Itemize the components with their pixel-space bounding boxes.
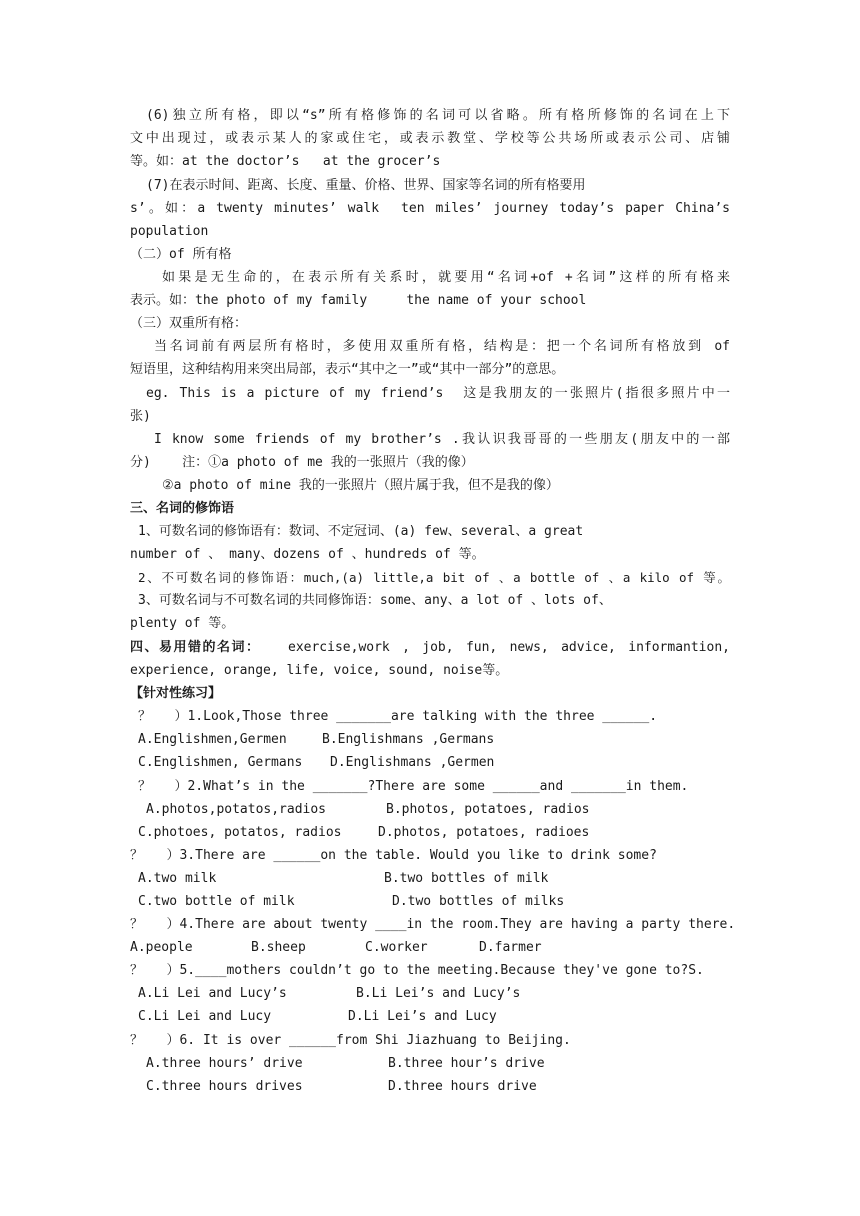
question-5-option-c: C.Li Lei and Lucy (138, 1009, 272, 1024)
example-2-line-2: 分) 注：①a photo of me 我的一张照片（我的像） (130, 455, 474, 470)
question-6-option-b: B.three hour’s drive (388, 1056, 545, 1071)
paragraph-7-line-1: (7)在表示时间、距离、长度、重量、价格、世界、国家等名词的所有格要用 (146, 178, 586, 193)
question-1-option-d: D.Englishmans ,Germen (330, 755, 495, 770)
question-6-option-a: A.three hours’ drive (146, 1056, 303, 1071)
paragraph-7-line-2: s’。如：a twenty minutes’ walk ten miles’ journey today’s paper China’s (130, 201, 730, 216)
double-possessive-line-1: 当名词前有两层所有格时，多使用双重所有格，结构是：把一个名词所有格放到 of (154, 339, 730, 354)
question-3: ？ ）3.There are ______on the table. Would you like to drink some? (130, 848, 657, 863)
question-2-option-b: B.photos, potatoes, radios (386, 802, 590, 817)
modifiers-item-2: 2、不可数名词的修饰语：much,(a) little,a bit of 、a bottle of 、a kilo of 等。 (138, 570, 730, 585)
question-3-option-b: B.two bottles of milk (384, 871, 549, 886)
question-1-option-c: C.Englishmen, Germans (138, 755, 303, 770)
question-4-option-a: A.people (130, 940, 193, 955)
double-possessive-line-2: 短语里，这种结构用来突出局部，表示“其中之一”或“其中一部分”的意思。 (130, 362, 565, 377)
question-4-option-b: B.sheep (251, 940, 306, 955)
modifiers-heading: 三、名词的修饰语 (130, 501, 235, 516)
paragraph-6-line-2: 文中出现过，或表示某人的家或住宅，或表示教堂、学校等公共场所或表示公司、店铺 (130, 131, 730, 146)
modifiers-item-3-line-2: plenty of 等。 (130, 616, 235, 631)
question-6-option-c: C.three hours drives (146, 1079, 303, 1094)
question-6-option-d: D.three hours drive (388, 1079, 537, 1094)
question-3-option-a: A.two milk (138, 871, 217, 886)
question-1-option-a: A.Englishmen,Germen (138, 732, 287, 747)
question-4-option-c: C.worker (365, 940, 428, 955)
of-possessive-line-2: 表示。如：the photo of my family the name of your school (130, 293, 587, 308)
question-2-option-d: D.photos, potatoes, radioes (378, 825, 590, 840)
example-1-line-2: 张) (130, 409, 151, 424)
modifiers-item-1-line-2: number of 、 many、dozens of 、hundreds of 等。 (130, 547, 485, 562)
question-3-option-c: C.two bottle of milk (138, 894, 295, 909)
modifiers-item-1-line-1: 1、可数名词的修饰语有：数词、不定冠词、(a) few、several、a great (138, 524, 584, 539)
of-possessive-heading: （二）of 所有格 (130, 247, 232, 262)
of-possessive-line-1: 如果是无生命的，在表示所有关系时，就要用“名词+of +名词”这样的所有格来 (162, 270, 730, 285)
practice-heading: 【针对性练习】 (130, 686, 222, 701)
question-5-option-a: A.Li Lei and Lucy’s (138, 986, 287, 1001)
modifiers-item-3-line-1: 3、可数名词与不可数名词的共同修饰语：some、any、a lot of 、lots of、 (138, 593, 612, 608)
paragraph-7-line-3: population (130, 224, 209, 239)
paragraph-6-line-1: (6)独立所有格，即以“s”所有格修饰的名词可以省略。所有格所修饰的名词在上下 (146, 108, 730, 123)
question-4-option-d: D.farmer (479, 940, 542, 955)
errors-line-2: experience, orange, life, voice, sound, noise等。 (130, 663, 509, 678)
example-1-line-1: eg. This is a picture of my friend’s 这是我朋友的一张照片(指很多照片中一 (146, 386, 730, 401)
question-5-option-b: B.Li Lei’s and Lucy’s (356, 986, 521, 1001)
double-possessive-heading: （三）双重所有格： (130, 316, 248, 331)
question-1-option-b: B.Englishmans ,Germans (322, 732, 495, 747)
errors-heading: 四、易用错的名词： (130, 640, 261, 655)
question-5: ？ ）5.____mothers couldn’t go to the meeting.Because they've gone to?S. (130, 963, 704, 978)
question-5-option-d: D.Li Lei’s and Lucy (348, 1009, 497, 1024)
question-4: ？ ）4.There are about twenty ____in the room.They are having a party there. (130, 917, 736, 932)
question-3-option-d: D.two bottles of milks (392, 894, 565, 909)
example-2-line-1: I know some friends of my brother’s .我认识我哥哥的一些朋友(朋友中的一部 (154, 432, 730, 447)
question-2-option-c: C.photoes, potatos, radios (138, 825, 342, 840)
question-2-option-a: A.photos,potatos,radios (146, 802, 327, 817)
paragraph-6-line-3: 等。如：at the doctor’s at the grocer’s (130, 154, 441, 169)
errors-line-1: exercise,work , job, fun, news, advice, informantion, (288, 640, 730, 655)
question-2: ？ ）2.What’s in the _______?There are some ______and _______in them. (138, 779, 689, 794)
question-6: ？ ）6. It is over ______from Shi Jiazhuang to Beijing. (130, 1033, 571, 1048)
question-1: ？ ）1.Look,Those three _______are talking with the three ______. (138, 709, 658, 724)
example-2-line-3: ②a photo of mine 我的一张照片（照片属于我，但不是我的像） (162, 478, 559, 493)
